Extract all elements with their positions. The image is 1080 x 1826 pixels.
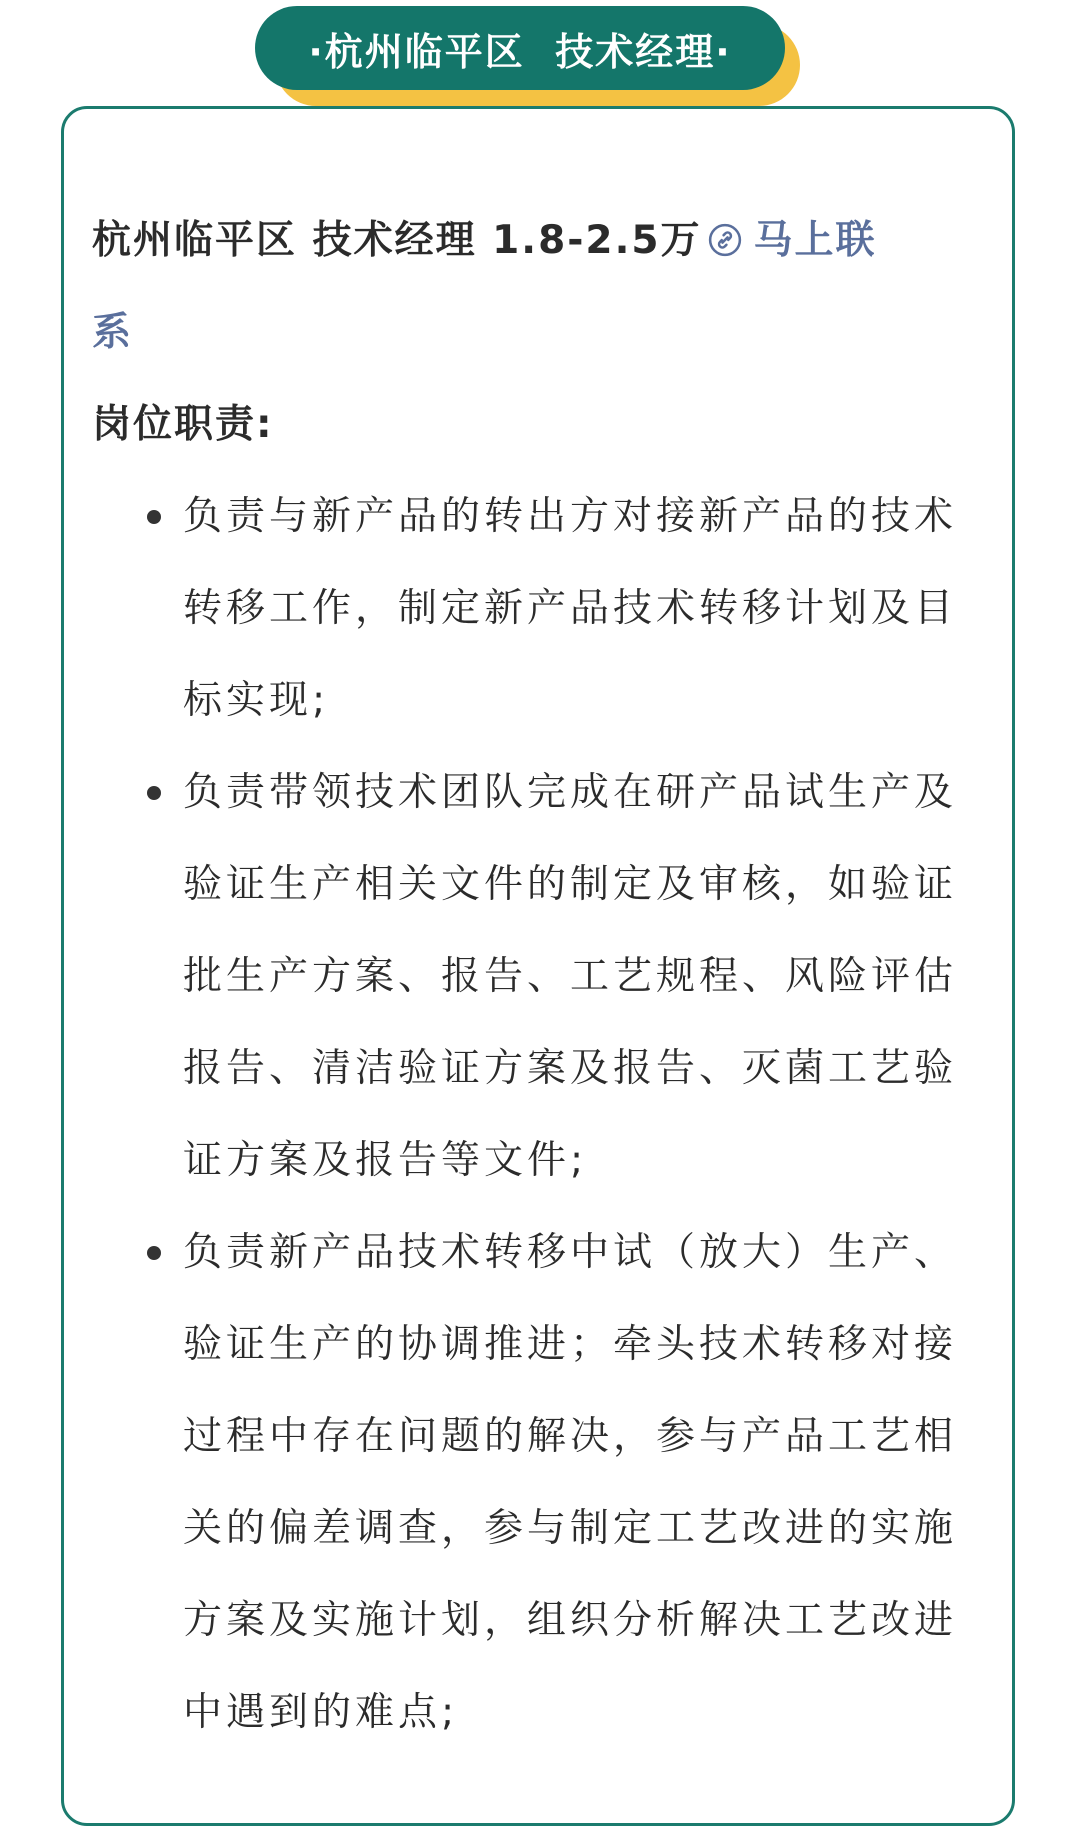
responsibility-text-line: 证方案及报告等文件; bbox=[183, 1138, 588, 1183]
responsibility-text-line: 方案及实施计划，组织分析解决工艺改进 bbox=[183, 1598, 958, 1643]
responsibility-text-line: 过程中存在问题的解决，参与产品工艺相 bbox=[183, 1414, 958, 1459]
contact-link-continued[interactable]: 系 bbox=[92, 310, 132, 355]
header-badge-label: ·杭州临平区 技术经理· bbox=[255, 6, 785, 90]
responsibility-text-line: 报告、清洁验证方案及报告、灭菌工艺验 bbox=[183, 1046, 958, 1091]
link-icon[interactable] bbox=[708, 223, 742, 257]
contact-link[interactable]: 马上联 bbox=[753, 218, 877, 263]
section-title: 岗位职责: bbox=[92, 402, 274, 447]
responsibility-text-line: 批生产方案、报告、工艺规程、风险评估 bbox=[183, 954, 958, 999]
bullet-dot-icon bbox=[147, 786, 161, 800]
responsibility-text-line: 负责与新产品的转出方对接新产品的技术 bbox=[183, 494, 958, 539]
bullet-dot-icon bbox=[147, 510, 161, 524]
job-title: 杭州临平区 技术经理 1.8-2.5万 bbox=[92, 218, 702, 263]
responsibility-text-line: 中遇到的难点; bbox=[183, 1690, 459, 1735]
responsibility-text-line: 转移工作，制定新产品技术转移计划及目 bbox=[183, 586, 958, 631]
job-title-line bbox=[92, 195, 992, 287]
responsibilities-list bbox=[92, 471, 992, 1759]
responsibility-text-line: 负责带领技术团队完成在研产品试生产及 bbox=[183, 770, 958, 815]
responsibility-text-line: 关的偏差调查，参与制定工艺改进的实施 bbox=[183, 1506, 958, 1551]
bullet-dot-icon bbox=[147, 1246, 161, 1260]
responsibility-item bbox=[92, 747, 992, 1207]
responsibility-text-line: 验证生产相关文件的制定及审核，如验证 bbox=[183, 862, 958, 907]
job-content bbox=[92, 195, 992, 1759]
responsibility-item bbox=[92, 471, 992, 747]
responsibility-text-line: 负责新产品技术转移中试（放大）生产、 bbox=[183, 1230, 958, 1275]
header-badge bbox=[255, 6, 800, 106]
responsibility-text-line: 验证生产的协调推进；牵头技术转移对接 bbox=[183, 1322, 958, 1367]
responsibility-item bbox=[92, 1207, 992, 1759]
responsibility-text-line: 标实现; bbox=[183, 678, 330, 723]
